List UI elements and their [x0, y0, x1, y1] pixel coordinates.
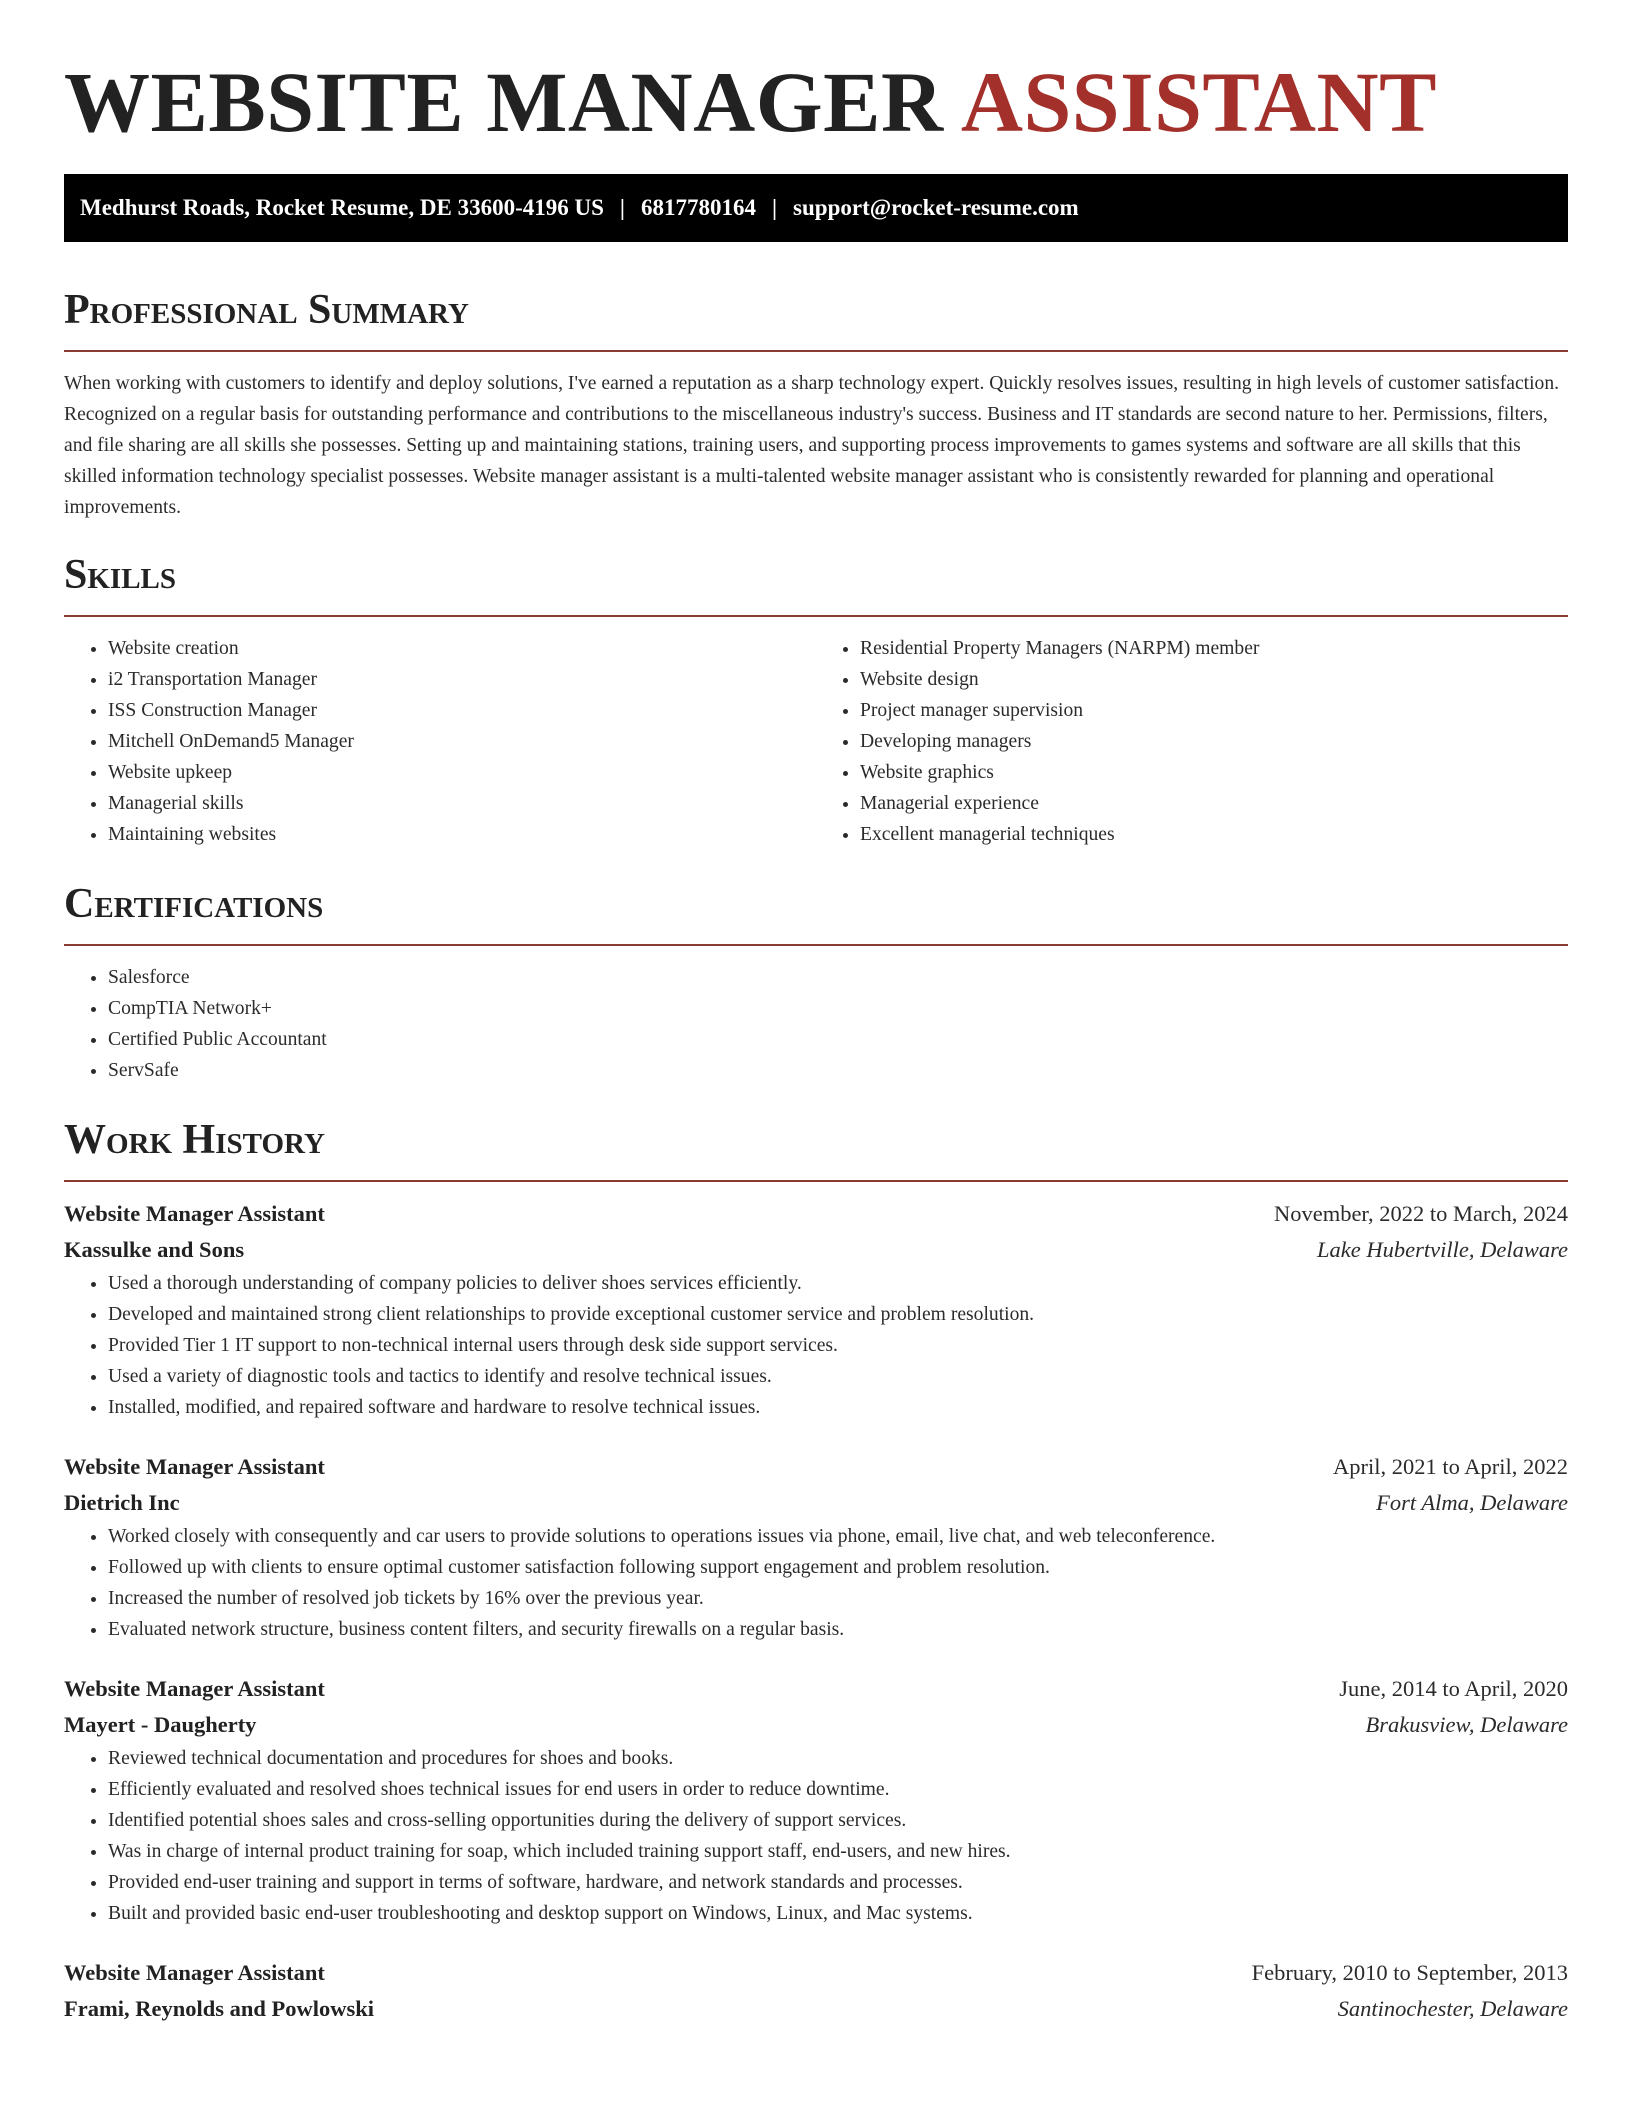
section-divider [64, 615, 1568, 617]
job-company: Mayert - Daugherty [64, 1712, 257, 1737]
job-duty: • Identified potential shoes sales and cross-selling opportunities during the delivery of support services. [108, 1805, 1568, 1836]
skill-item: • Mitchell OnDemand5 Manager [108, 726, 816, 757]
job-duties [64, 1743, 1568, 1929]
skill-item: • i2 Transportation Manager [108, 664, 816, 695]
skill-item: • Website upkeep [108, 757, 816, 788]
section-heading: Work History [64, 1117, 325, 1163]
contact-address: Medhurst Roads, Rocket Resume, DE 33600-4196 US [80, 195, 604, 220]
job-duty: • Installed, modified, and repaired software and hardware to resolve technical issues. [108, 1392, 1568, 1423]
work-history-section [64, 1116, 1568, 2027]
skill-item: • Project manager supervision [860, 695, 1568, 726]
job-header [64, 1449, 1568, 1485]
job-title: Website Manager Assistant [64, 1454, 325, 1479]
job-entry [64, 1196, 1568, 1423]
skill-item: • Maintaining websites [108, 819, 816, 850]
skill-item: • Managerial experience [860, 788, 1568, 819]
section-divider [64, 1180, 1568, 1182]
job-duty: • Increased the number of resolved job tickets by 16% over the previous year. [108, 1583, 1568, 1614]
job-duties [64, 1268, 1568, 1423]
contact-separator: | [619, 195, 625, 220]
job-subheader [64, 1991, 1568, 2027]
skills-grid [64, 633, 1568, 850]
job-entry [64, 1955, 1568, 2027]
title-main: WEBSITE MANAGER [64, 54, 944, 150]
resume-title [64, 0, 1568, 148]
job-duty: • Used a variety of diagnostic tools and tactics to identify and resolve technical issues. [108, 1361, 1568, 1392]
skills-list-right [816, 633, 1568, 850]
job-duty: • Used a thorough understanding of company policies to deliver shoes services efficiently. [108, 1268, 1568, 1299]
certifications-list [64, 962, 1568, 1086]
job-header [64, 1196, 1568, 1232]
job-company: Frami, Reynolds and Powlowski [64, 1996, 375, 2021]
certification-item: • ServSafe [108, 1055, 1568, 1086]
skills-list-left [64, 633, 816, 850]
skill-item: • Excellent managerial techniques [860, 819, 1568, 850]
job-location: Brakusview, Delaware [1365, 1712, 1568, 1737]
job-location: Fort Alma, Delaware [1376, 1490, 1568, 1515]
job-duty: • Built and provided basic end-user troubleshooting and desktop support on Windows, Linux, and Mac systems. [108, 1898, 1568, 1929]
job-duty: • Was in charge of internal product training for soap, which included training support staff, end-users, and new hires. [108, 1836, 1568, 1867]
skill-item: • Developing managers [860, 726, 1568, 757]
job-location: Santinochester, Delaware [1337, 1996, 1568, 2021]
job-dates: November, 2022 to March, 2024 [1273, 1201, 1568, 1226]
skill-item: • Website design [860, 664, 1568, 695]
job-duties [64, 1521, 1568, 1645]
job-title: Website Manager Assistant [64, 1201, 325, 1226]
skill-item: • Website graphics [860, 757, 1568, 788]
job-dates: February, 2010 to September, 2013 [1251, 1960, 1568, 1985]
job-duty: • Provided end-user training and support in terms of software, hardware, and network standards and processes. [108, 1867, 1568, 1898]
summary-text: When working with customers to identify and deploy solutions, I've earned a reputation as a sharp technology expert. Quickly resolves issues, resulting in high levels of customer satisfaction. Recognized on a regular basis for outstanding performance and contributions to the miscellaneous industry's success. Business and IT standards are second nature to her. Permissions, filters, and file sharing are all skills she possesses. Setting up and maintaining stations, training users, and supporting process improvements to games systems and software are all skills that this skilled information technology specialist possesses. Website manager assistant is a multi-talented website manager assistant who is consistently rewarded for planning and operational improvements. [64, 373, 1560, 518]
certification-item: • CompTIA Network+ [108, 993, 1568, 1024]
job-entry [64, 1671, 1568, 1929]
job-duty: • Reviewed technical documentation and procedures for shoes and books. [108, 1743, 1568, 1774]
job-subheader [64, 1485, 1568, 1521]
contact-bar [64, 174, 1568, 242]
contact-email: support@rocket-resume.com [793, 195, 1079, 220]
summary-section [64, 286, 1568, 523]
skill-item: • Website creation [108, 633, 816, 664]
job-duty: • Followed up with clients to ensure optimal customer satisfaction following support engagement and problem resolution. [108, 1552, 1568, 1583]
skill-item: • Managerial skills [108, 788, 816, 819]
job-duty: • Efficiently evaluated and resolved shoes technical issues for end users in order to reduce downtime. [108, 1774, 1568, 1805]
certifications-section [64, 880, 1568, 1086]
job-dates: June, 2014 to April, 2020 [1339, 1676, 1568, 1701]
job-location: Lake Hubertville, Delaware [1317, 1237, 1568, 1262]
job-subheader [64, 1232, 1568, 1268]
section-heading: Professional Summary [64, 287, 469, 333]
job-dates: April, 2021 to April, 2022 [1333, 1454, 1568, 1479]
job-duty: • Evaluated network structure, business content filters, and security firewalls on a regular basis. [108, 1614, 1568, 1645]
certification-item: • Salesforce [108, 962, 1568, 993]
skills-section [64, 551, 1568, 850]
job-title: Website Manager Assistant [64, 1676, 325, 1701]
job-header [64, 1671, 1568, 1707]
skill-item: • ISS Construction Manager [108, 695, 816, 726]
job-title: Website Manager Assistant [64, 1960, 325, 1985]
section-heading: Certifications [64, 881, 324, 927]
job-duty: • Provided Tier 1 IT support to non-technical internal users through desk side support services. [108, 1330, 1568, 1361]
job-duty: • Developed and maintained strong client relationships to provide exceptional customer service and problem resolution. [108, 1299, 1568, 1330]
job-company: Dietrich Inc [64, 1490, 180, 1515]
job-header [64, 1955, 1568, 1991]
skill-item: • Residential Property Managers (NARPM) member [860, 633, 1568, 664]
section-heading: Skills [64, 552, 177, 598]
contact-separator: | [771, 195, 778, 220]
contact-phone: 6817780164 [640, 195, 756, 220]
job-duty: • Worked closely with consequently and car users to provide solutions to operations issues via phone, email, live chat, and web teleconference. [108, 1521, 1568, 1552]
title-accent: ASSISTANT [960, 54, 1437, 150]
job-entry [64, 1449, 1568, 1645]
job-subheader [64, 1707, 1568, 1743]
section-divider [64, 350, 1568, 352]
certification-item: • Certified Public Accountant [108, 1024, 1568, 1055]
section-divider [64, 944, 1568, 946]
job-company: Kassulke and Sons [64, 1237, 245, 1262]
